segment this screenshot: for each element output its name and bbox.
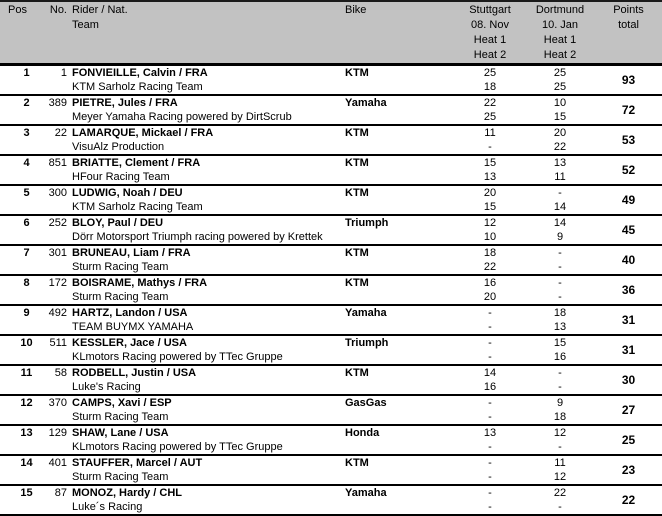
- number-cell: 301: [48, 247, 67, 259]
- rider-name: KESSLER, Jace / USA: [72, 337, 187, 349]
- team-name: Sturm Racing Team: [72, 471, 169, 483]
- dortmund-heat2: -: [558, 291, 562, 303]
- dortmund-cell: [525, 66, 595, 94]
- header-event2-heat2: Heat 2: [543, 49, 577, 61]
- table-row: [0, 276, 662, 306]
- table-row: [0, 66, 662, 96]
- points-cell: 27: [621, 403, 636, 417]
- stuttgart-heat2: -: [488, 501, 492, 513]
- stuttgart-heat1: 22: [483, 97, 497, 109]
- pos-cell: 13: [20, 427, 33, 439]
- rider-name: HARTZ, Landon / USA: [72, 307, 188, 319]
- table-row: [0, 396, 662, 426]
- table-row: [0, 366, 662, 396]
- header-rider-line1: Rider / Nat.: [72, 4, 128, 16]
- header-event-stuttgart: [455, 3, 525, 63]
- number-cell: 172: [48, 277, 67, 289]
- points-cell: 45: [621, 223, 636, 237]
- pos-cell: 7: [23, 247, 30, 259]
- dortmund-cell: [525, 246, 595, 274]
- bike-cell: KTM: [345, 457, 369, 469]
- dortmund-cell: [525, 126, 595, 154]
- team-name: KTM Sarholz Racing Team: [72, 81, 203, 93]
- pos-cell: 11: [20, 367, 33, 379]
- pos-cell: 9: [23, 307, 30, 319]
- dortmund-heat2: 11: [554, 171, 566, 183]
- points-cell: 52: [621, 163, 636, 177]
- team-name: HFour Racing Team: [72, 171, 170, 183]
- team-name: KLmotors Racing powered by TTec Gruppe: [72, 441, 283, 453]
- points-cell: 72: [621, 103, 636, 117]
- bike-cell: KTM: [345, 127, 369, 139]
- team-name: Dörr Motorsport Triumph racing powered by Krettek: [72, 231, 323, 243]
- pos-cell: 3: [23, 127, 30, 139]
- pos-cell: 14: [20, 457, 33, 469]
- team-name: Sturm Racing Team: [72, 261, 169, 273]
- dortmund-heat1: 25: [553, 67, 567, 79]
- stuttgart-heat2: -: [488, 471, 492, 483]
- rider-name: PIETRE, Jules / FRA: [72, 97, 178, 109]
- pos-cell: 10: [20, 337, 33, 349]
- dortmund-heat2: 12: [553, 471, 567, 483]
- stuttgart-cell: [455, 216, 525, 244]
- team-name: Sturm Racing Team: [72, 291, 169, 303]
- points-cell: 53: [621, 133, 636, 147]
- table-row: [0, 306, 662, 336]
- pos-cell: 12: [20, 397, 33, 409]
- dortmund-heat2: 16: [553, 351, 567, 363]
- pos-cell: 15: [20, 487, 33, 499]
- table-row: [0, 126, 662, 156]
- stuttgart-heat2: 13: [483, 171, 497, 183]
- bike-cell: Yamaha: [345, 307, 387, 319]
- table-row: [0, 456, 662, 486]
- rider-name: MONOZ, Hardy / CHL: [72, 487, 183, 499]
- stuttgart-heat1: -: [488, 307, 492, 319]
- rider-team-cell: [67, 336, 340, 364]
- rider-team-cell: [67, 186, 340, 214]
- dortmund-cell: [525, 456, 595, 484]
- rider-name: RODBELL, Justin / USA: [72, 367, 197, 379]
- dortmund-heat1: -: [558, 247, 562, 259]
- rider-name: LAMARQUE, Mickael / FRA: [72, 127, 214, 139]
- header-event1-date: 08. Nov: [471, 19, 509, 31]
- number-cell: 300: [48, 187, 67, 199]
- dortmund-heat1: 13: [553, 157, 567, 169]
- stuttgart-heat1: 12: [483, 217, 497, 229]
- dortmund-heat2: -: [558, 381, 562, 393]
- team-name: Meyer Yamaha Racing powered by DirtScrub: [72, 111, 292, 123]
- header-pos: Pos: [8, 4, 27, 16]
- bike-cell: Triumph: [345, 337, 389, 349]
- header-no: No.: [49, 4, 67, 16]
- dortmund-heat2: 14: [553, 201, 567, 213]
- pos-cell: 5: [23, 187, 30, 199]
- rider-name: FONVIEILLE, Calvin / FRA: [72, 67, 208, 79]
- rider-name: BRUNEAU, Liam / FRA: [72, 247, 191, 259]
- rider-name: STAUFFER, Marcel / AUT: [72, 457, 203, 469]
- dortmund-heat1: 12: [553, 427, 567, 439]
- dortmund-heat2: -: [558, 501, 562, 513]
- dortmund-cell: [525, 156, 595, 184]
- dortmund-heat2: -: [558, 441, 562, 453]
- points-cell: 49: [621, 193, 636, 207]
- points-cell: 31: [621, 313, 636, 327]
- bike-cell: KTM: [345, 67, 369, 79]
- header-rider-line2: Team: [72, 19, 99, 31]
- table-row: [0, 486, 662, 516]
- pos-cell: 4: [23, 157, 30, 169]
- points-cell: 22: [621, 493, 636, 507]
- dortmund-heat1: 18: [553, 307, 567, 319]
- stuttgart-heat2: 22: [483, 261, 497, 273]
- rider-team-cell: [67, 126, 340, 154]
- header-event-dortmund: [525, 3, 595, 63]
- stuttgart-heat2: 18: [483, 81, 497, 93]
- dortmund-heat2: 22: [553, 141, 567, 153]
- stuttgart-heat2: 15: [483, 201, 497, 213]
- dortmund-cell: [525, 366, 595, 394]
- stuttgart-cell: [455, 276, 525, 304]
- points-cell: 31: [621, 343, 636, 357]
- stuttgart-cell: [455, 66, 525, 94]
- rider-team-cell: [67, 396, 340, 424]
- dortmund-heat1: 22: [553, 487, 567, 499]
- stuttgart-cell: [455, 186, 525, 214]
- stuttgart-heat2: -: [488, 351, 492, 363]
- rider-name: CAMPS, Xavi / ESP: [72, 397, 172, 409]
- dortmund-heat2: -: [558, 261, 562, 273]
- table-row: [0, 186, 662, 216]
- stuttgart-cell: [455, 486, 525, 514]
- stuttgart-cell: [455, 156, 525, 184]
- stuttgart-heat2: -: [488, 441, 492, 453]
- pos-cell: 2: [23, 97, 30, 109]
- stuttgart-heat2: 16: [483, 381, 497, 393]
- table-row: [0, 96, 662, 126]
- number-cell: 492: [48, 307, 67, 319]
- bike-cell: KTM: [345, 247, 369, 259]
- rider-team-cell: [67, 366, 340, 394]
- pos-cell: 1: [23, 67, 30, 79]
- stuttgart-heat1: 25: [483, 67, 497, 79]
- number-cell: 252: [48, 217, 67, 229]
- number-cell: 389: [48, 97, 67, 109]
- bike-cell: Honda: [345, 427, 380, 439]
- points-cell: 25: [621, 433, 636, 447]
- stuttgart-heat1: -: [488, 337, 492, 349]
- stuttgart-heat1: 16: [483, 277, 497, 289]
- stuttgart-heat2: 20: [483, 291, 497, 303]
- header-event1-name: Stuttgart: [469, 4, 511, 16]
- bike-cell: Triumph: [345, 217, 389, 229]
- dortmund-heat1: -: [558, 367, 562, 379]
- number-cell: 129: [48, 427, 67, 439]
- dortmund-heat2: 25: [553, 81, 567, 93]
- dortmund-heat1: 10: [553, 97, 567, 109]
- stuttgart-cell: [455, 396, 525, 424]
- stuttgart-cell: [455, 366, 525, 394]
- header-rider: [67, 3, 340, 63]
- number-cell: 511: [49, 337, 67, 349]
- number-cell: 1: [60, 67, 67, 79]
- dortmund-cell: [525, 96, 595, 124]
- bike-cell: KTM: [345, 367, 369, 379]
- team-name: VisuAlz Production: [72, 141, 165, 153]
- stuttgart-cell: [455, 306, 525, 334]
- dortmund-cell: [525, 186, 595, 214]
- rider-team-cell: [67, 96, 340, 124]
- table-row: [0, 426, 662, 456]
- rider-team-cell: [67, 426, 340, 454]
- rider-team-cell: [67, 276, 340, 304]
- rider-team-cell: [67, 66, 340, 94]
- table-header: [0, 2, 662, 66]
- number-cell: 22: [54, 127, 67, 139]
- header-event1-heat1: Heat 1: [473, 34, 507, 46]
- bike-cell: KTM: [345, 277, 369, 289]
- bike-cell: GasGas: [345, 397, 387, 409]
- stuttgart-cell: [455, 246, 525, 274]
- header-event1-heat2: Heat 2: [473, 49, 507, 61]
- dortmund-heat1: -: [558, 187, 562, 199]
- dortmund-cell: [525, 216, 595, 244]
- dortmund-cell: [525, 306, 595, 334]
- dortmund-cell: [525, 426, 595, 454]
- header-points: [595, 3, 662, 63]
- stuttgart-heat1: 20: [483, 187, 497, 199]
- number-cell: 58: [54, 367, 67, 379]
- rider-team-cell: [67, 216, 340, 244]
- bike-cell: Yamaha: [345, 97, 387, 109]
- team-name: Sturm Racing Team: [72, 411, 169, 423]
- stuttgart-heat1: 13: [483, 427, 497, 439]
- points-cell: 40: [621, 253, 636, 267]
- stuttgart-heat2: -: [488, 141, 492, 153]
- header-points-line2: total: [618, 19, 639, 31]
- dortmund-heat1: 9: [556, 397, 564, 409]
- stuttgart-heat1: 14: [483, 367, 497, 379]
- stuttgart-heat1: -: [488, 487, 492, 499]
- number-cell: 401: [48, 457, 67, 469]
- stuttgart-cell: [455, 456, 525, 484]
- rider-team-cell: [67, 456, 340, 484]
- rider-team-cell: [67, 246, 340, 274]
- table-row: [0, 246, 662, 276]
- team-name: Luke's Racing: [72, 381, 141, 393]
- pos-cell: 8: [23, 277, 30, 289]
- rider-name: BLOY, Paul / DEU: [72, 217, 164, 229]
- header-points-line1: Points: [613, 4, 644, 16]
- dortmund-heat2: 13: [553, 321, 567, 333]
- dortmund-cell: [525, 396, 595, 424]
- stuttgart-heat2: 25: [483, 111, 497, 123]
- dortmund-heat1: -: [558, 277, 562, 289]
- bike-cell: KTM: [345, 157, 369, 169]
- dortmund-cell: [525, 336, 595, 364]
- header-event2-date: 10. Jan: [541, 19, 579, 31]
- points-cell: 36: [621, 283, 636, 297]
- dortmund-heat1: 14: [553, 217, 567, 229]
- dortmund-heat2: 18: [553, 411, 567, 423]
- stuttgart-heat1: 11: [484, 127, 496, 139]
- points-cell: 30: [621, 373, 636, 387]
- stuttgart-cell: [455, 426, 525, 454]
- dortmund-heat2: 9: [556, 231, 564, 243]
- number-cell: 87: [54, 487, 67, 499]
- number-cell: 851: [48, 157, 67, 169]
- dortmund-heat1: 20: [553, 127, 567, 139]
- team-name: KTM Sarholz Racing Team: [72, 201, 203, 213]
- stuttgart-heat2: 10: [483, 231, 497, 243]
- dortmund-heat1: 11: [554, 457, 566, 469]
- stuttgart-heat2: -: [488, 321, 492, 333]
- header-event2-heat1: Heat 1: [543, 34, 577, 46]
- bike-cell: KTM: [345, 187, 369, 199]
- rider-team-cell: [67, 306, 340, 334]
- stuttgart-heat1: -: [488, 457, 492, 469]
- table-row: [0, 216, 662, 246]
- rider-team-cell: [67, 156, 340, 184]
- dortmund-heat2: 15: [553, 111, 567, 123]
- rider-name: BOISRAME, Mathys / FRA: [72, 277, 208, 289]
- stuttgart-heat1: 18: [483, 247, 497, 259]
- bike-cell: Yamaha: [345, 487, 387, 499]
- dortmund-cell: [525, 276, 595, 304]
- pos-cell: 6: [23, 217, 30, 229]
- stuttgart-heat2: -: [488, 411, 492, 423]
- table-row: [0, 336, 662, 366]
- dortmund-heat1: 15: [553, 337, 567, 349]
- rider-name: LUDWIG, Noah / DEU: [72, 187, 183, 199]
- stuttgart-heat1: 15: [483, 157, 497, 169]
- number-cell: 370: [48, 397, 67, 409]
- team-name: TEAM BUYMX YAMAHA: [72, 321, 194, 333]
- stuttgart-heat1: -: [488, 397, 492, 409]
- rider-team-cell: [67, 486, 340, 514]
- rider-name: BRIATTE, Clement / FRA: [72, 157, 201, 169]
- stuttgart-cell: [455, 96, 525, 124]
- team-name: Luke´s Racing: [72, 501, 143, 513]
- team-name: KLmotors Racing powered by TTec Gruppe: [72, 351, 283, 363]
- stuttgart-cell: [455, 336, 525, 364]
- points-cell: 23: [621, 463, 636, 477]
- table-body: [0, 66, 662, 516]
- header-event2-name: Dortmund: [535, 4, 585, 16]
- stuttgart-cell: [455, 126, 525, 154]
- rider-name: SHAW, Lane / USA: [72, 427, 169, 439]
- table-row: [0, 156, 662, 186]
- points-cell: 93: [621, 73, 636, 87]
- header-bike: Bike: [345, 4, 367, 16]
- dortmund-cell: [525, 486, 595, 514]
